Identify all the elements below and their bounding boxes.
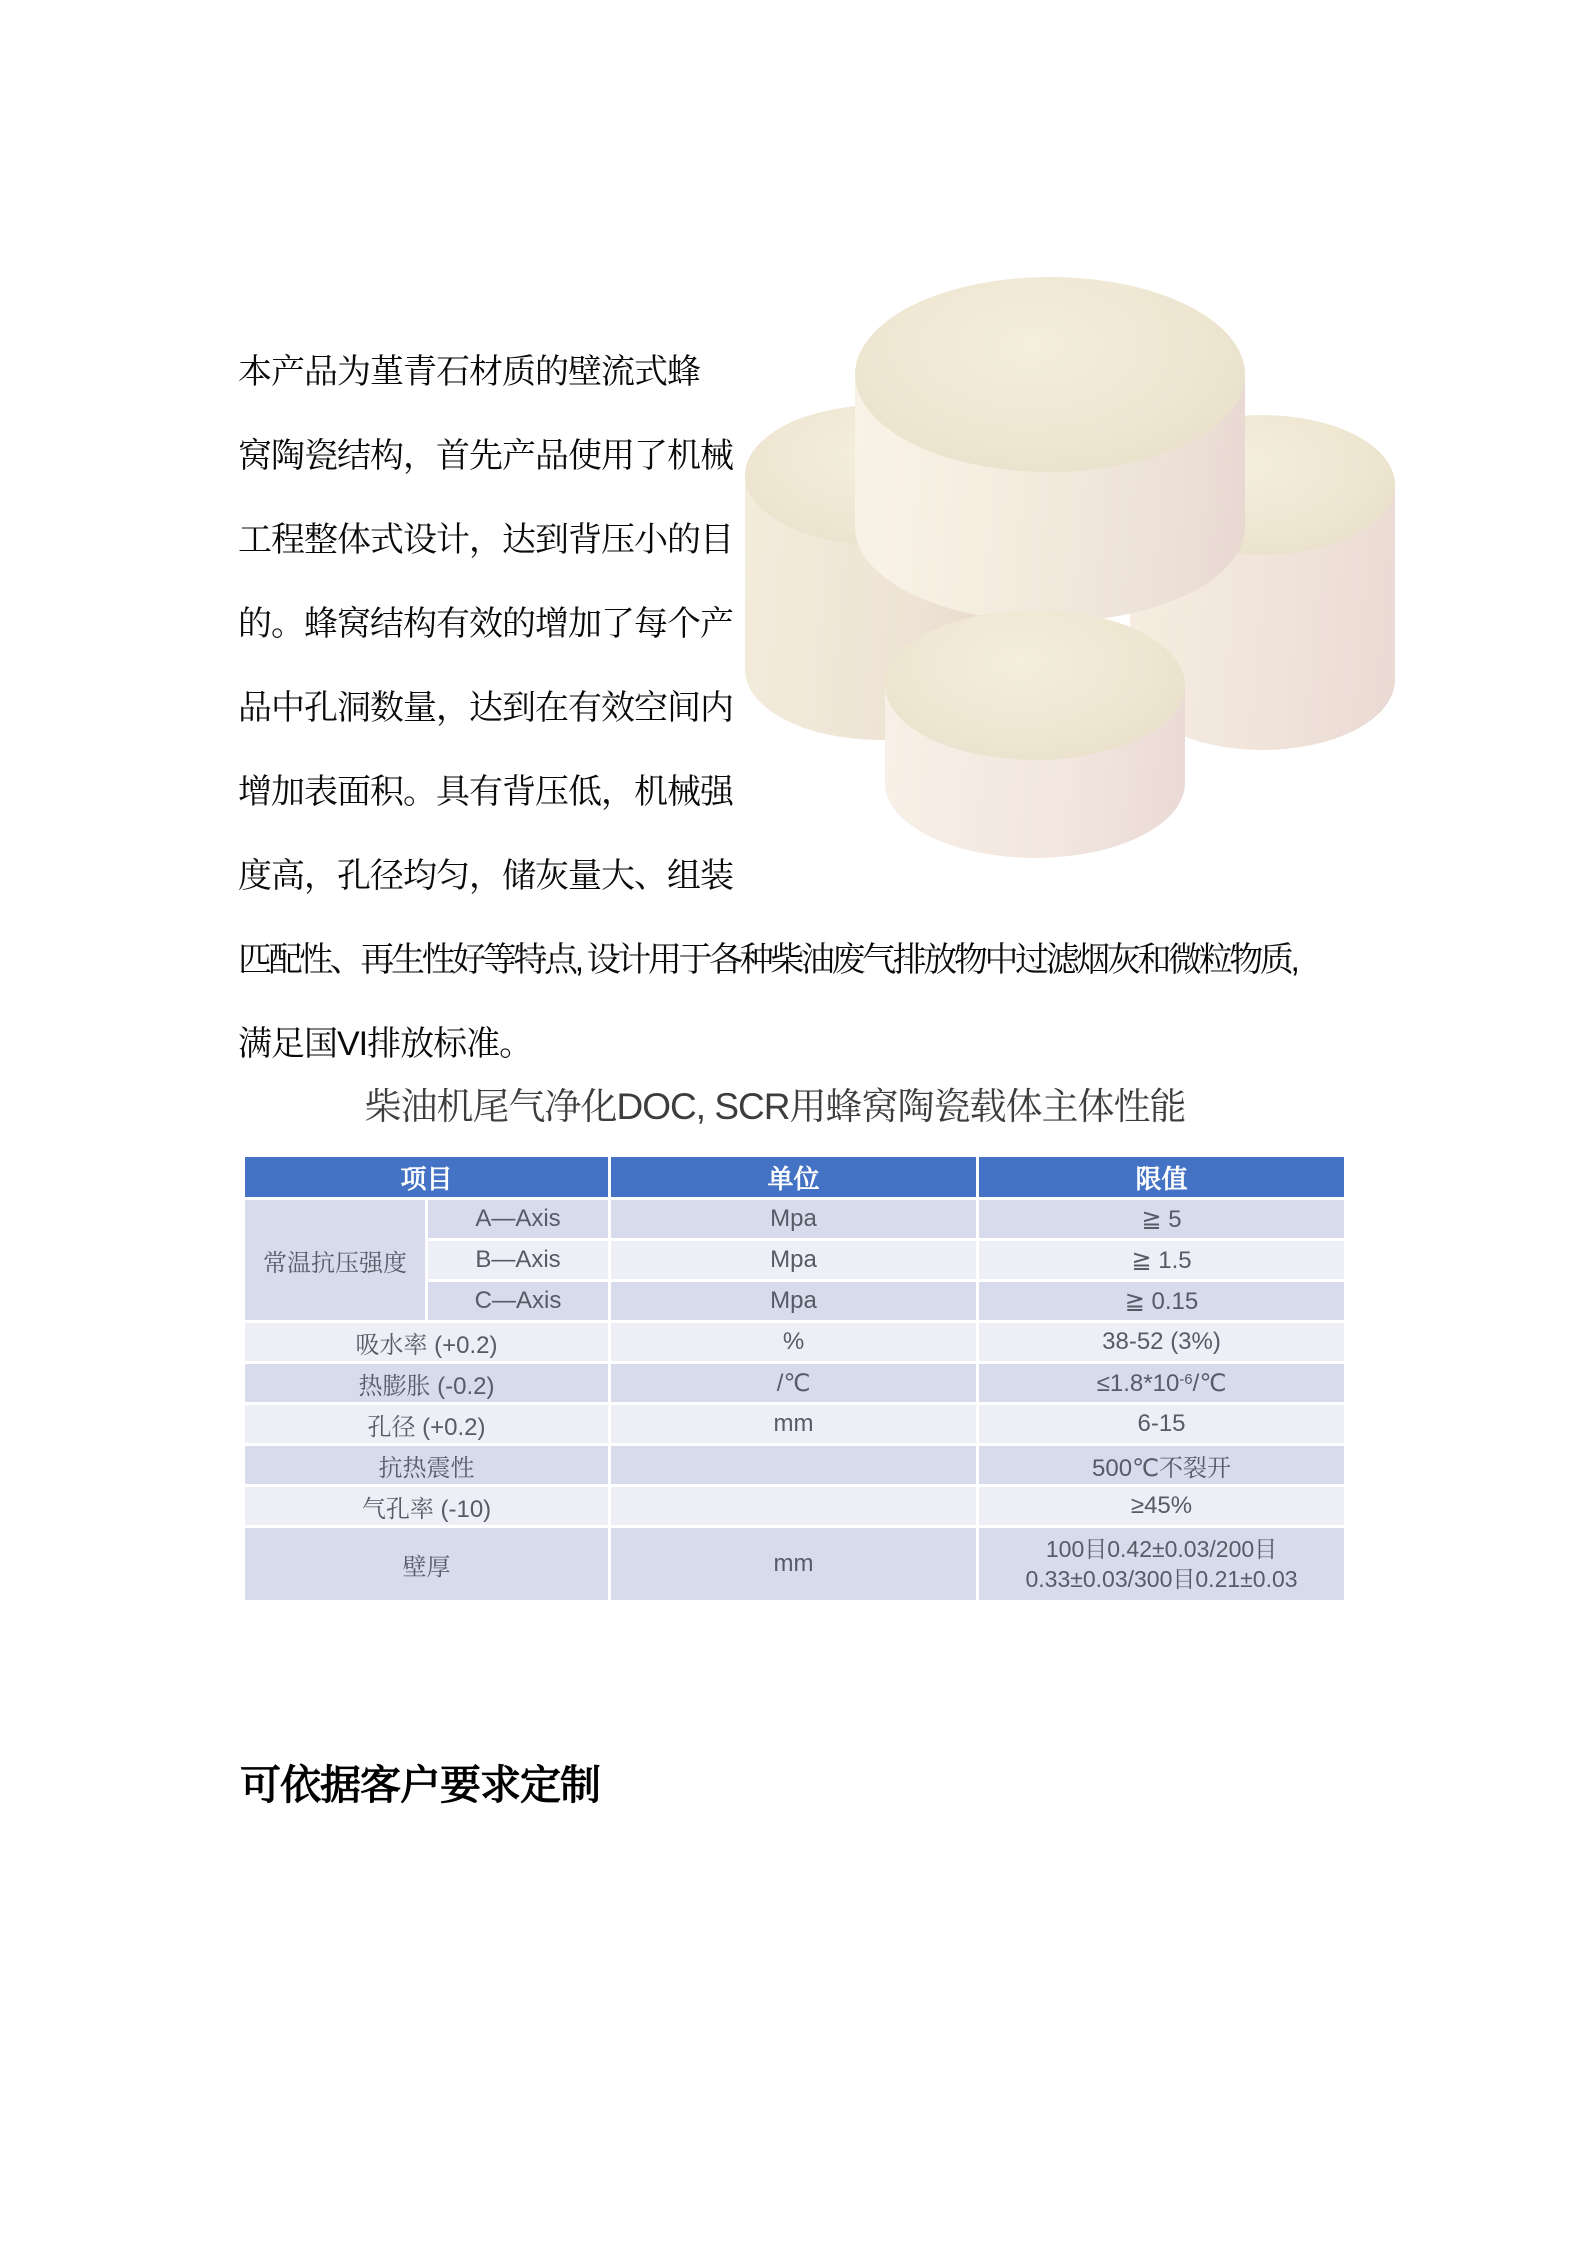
cell-unit: mm: [611, 1528, 976, 1600]
table-header-row: [245, 1157, 1344, 1197]
cell-limit: ≧ 5: [979, 1200, 1344, 1238]
intro-line: 工程整体式设计，达到背压小的目: [238, 520, 733, 559]
spec-table-container: [242, 1154, 1347, 1603]
cell-unit: Mpa: [611, 1241, 976, 1279]
cell-limit: ≧ 1.5: [979, 1241, 1344, 1279]
cell-limit: ≥45%: [979, 1487, 1344, 1525]
cell-unit: mm: [611, 1405, 976, 1443]
table-row: [245, 1405, 1344, 1443]
ceramic-cylinder-top-center: [855, 277, 1245, 622]
limit-base: ≤1.8*10: [1096, 1369, 1180, 1397]
table-row: [245, 1364, 1344, 1402]
cell-unit: %: [611, 1323, 976, 1361]
cell-limit: [979, 1528, 1344, 1600]
cell-unit: /℃: [611, 1364, 976, 1402]
cell-item: 气孔率 (-10): [245, 1487, 608, 1525]
spec-table: [242, 1154, 1347, 1603]
intro-line: 品中孔洞数量，达到在有效空间内: [238, 688, 733, 727]
cell-item: 吸水率 (+0.2): [245, 1323, 608, 1361]
intro-line: 窝陶瓷结构，首先产品使用了机械: [238, 436, 733, 475]
intro-line: 满足国VI排放标准。: [238, 1024, 533, 1063]
limit-superscript: -6: [1179, 1370, 1193, 1388]
ceramic-cylinder-front: [885, 610, 1185, 858]
cell-item: 孔径 (+0.2): [245, 1405, 608, 1443]
table-row: [245, 1200, 1344, 1238]
intro-line: 匹配性、再生性好等特点, 设计用于各种柴油废气排放物中过滤烟灰和微粒物质,: [238, 940, 1297, 979]
cylinder-top-face: [855, 277, 1245, 472]
intro-line: 度高，孔径均匀，储灰量大、组装: [238, 856, 733, 895]
customization-heading: 可依据客户要求定制: [240, 1762, 600, 1808]
cell-limit: ≧ 0.15: [979, 1282, 1344, 1320]
header-unit: 单位: [611, 1157, 976, 1197]
limit-line-1: 100目0.42±0.03/200目: [1045, 1536, 1278, 1562]
cylinder-top-face: [885, 610, 1185, 760]
cell-unit: Mpa: [611, 1282, 976, 1320]
cell-limit: 6-15: [979, 1405, 1344, 1443]
intro-line: 增加表面积。具有背压低，机械强: [238, 772, 733, 811]
cell-unit: [611, 1446, 976, 1484]
table-row: [245, 1323, 1344, 1361]
header-limit: 限值: [979, 1157, 1344, 1197]
limit-line-2: 0.33±0.03/300目0.21±0.03: [1025, 1566, 1298, 1592]
cell-item: B—Axis: [428, 1241, 608, 1279]
limit-suffix: /℃: [1192, 1369, 1227, 1397]
cell-item: C—Axis: [428, 1282, 608, 1320]
table-title: 柴油机尾气净化DOC, SCR用蜂窝陶瓷载体主体性能: [364, 1086, 1186, 1127]
cell-unit: Mpa: [611, 1200, 976, 1238]
cell-item: A—Axis: [428, 1200, 608, 1238]
table-row: [245, 1446, 1344, 1484]
cell-limit: [979, 1364, 1344, 1402]
intro-line: 本产品为堇青石材质的壁流式蜂: [238, 352, 700, 391]
intro-line: 的。蜂窝结构有效的增加了每个产: [238, 604, 733, 643]
header-item: 项目: [245, 1157, 608, 1197]
product-photo: [735, 255, 1395, 870]
cell-group-label: 常温抗压强度: [245, 1200, 425, 1320]
cell-limit: 500℃不裂开: [979, 1446, 1344, 1484]
cell-unit: [611, 1487, 976, 1525]
cell-item: 热膨胀 (-0.2): [245, 1364, 608, 1402]
cell-item: 抗热震性: [245, 1446, 608, 1484]
table-row: [245, 1487, 1344, 1525]
cell-limit: 38-52 (3%): [979, 1323, 1344, 1361]
table-row: [245, 1528, 1344, 1600]
cell-item: 壁厚: [245, 1528, 608, 1600]
